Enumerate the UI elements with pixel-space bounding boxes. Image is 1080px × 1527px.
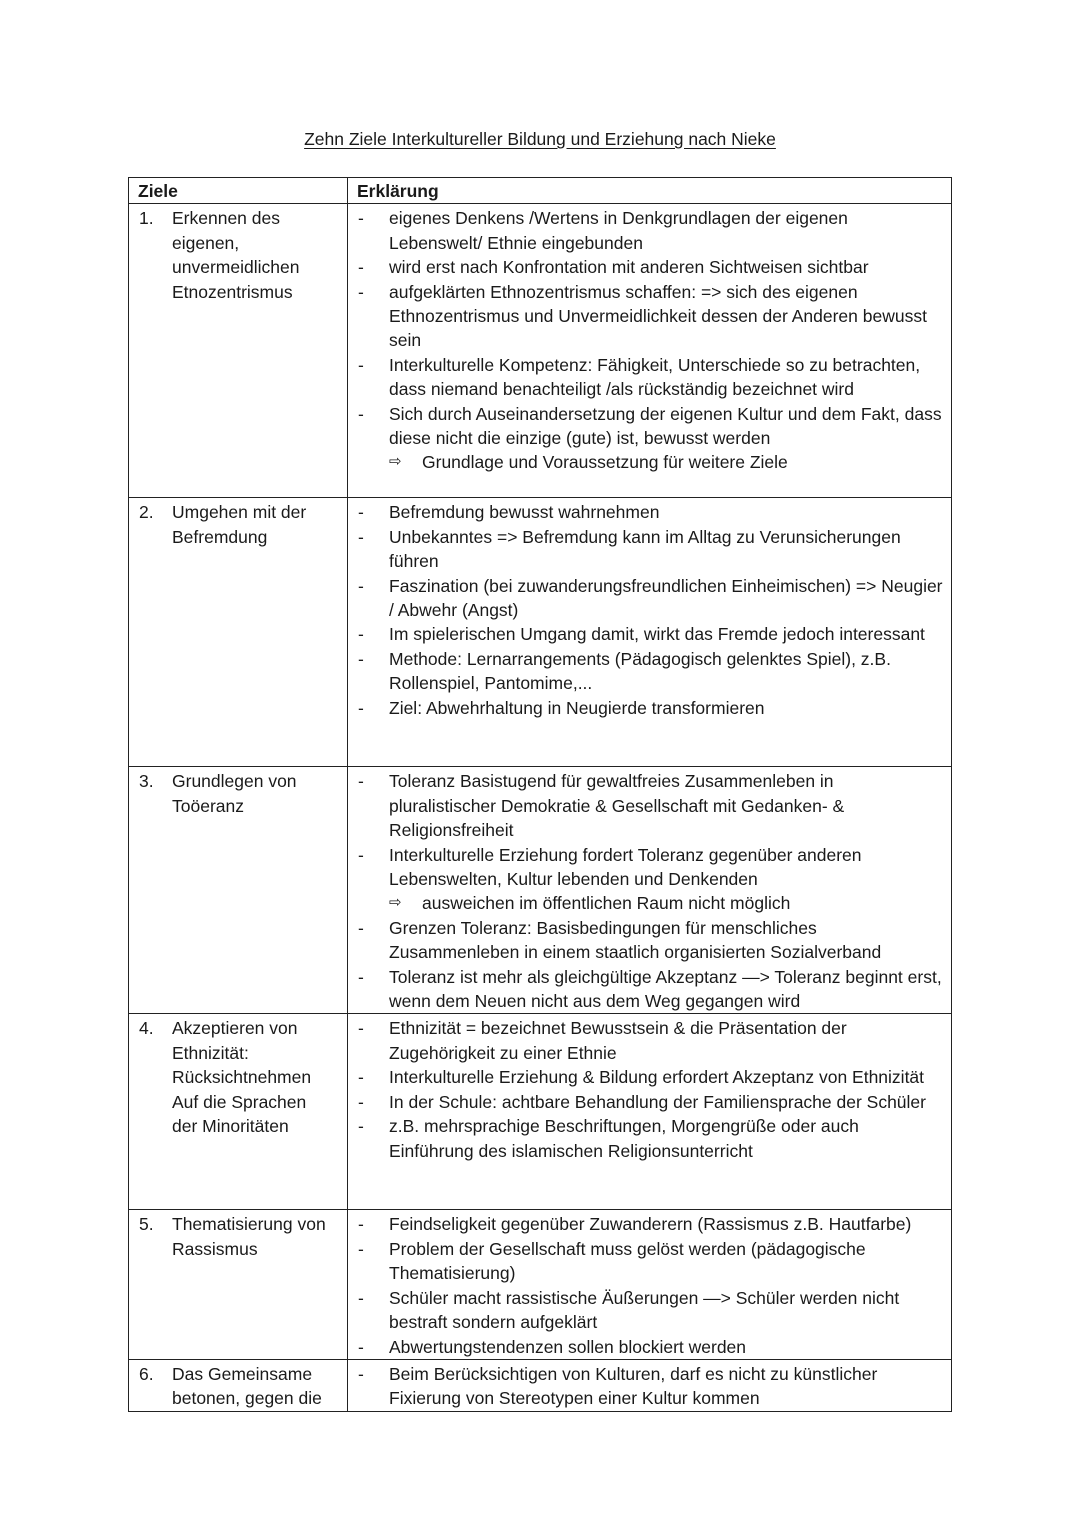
goal-cell: [129, 1014, 348, 1210]
goal-number: 2.: [139, 502, 154, 523]
explanation-cell: [348, 1359, 952, 1411]
goals-table: [128, 177, 952, 1412]
explanation-list: [348, 500, 951, 720]
explanation-list: [348, 769, 951, 1013]
list-item: [348, 1212, 951, 1236]
goal-number: 3.: [139, 771, 154, 792]
list-item: [348, 1362, 951, 1411]
goal-number: 1.: [139, 208, 154, 229]
bullet-dash-icon: -: [358, 502, 364, 523]
list-item: [348, 1335, 951, 1359]
explanation-cell: [348, 204, 952, 498]
bullet-dash-icon: -: [358, 1067, 364, 1088]
list-item: [348, 574, 951, 623]
list-item-text: Ziel: Abwehrhaltung in Neugierde transformieren: [389, 697, 765, 718]
table-row: [129, 1014, 952, 1210]
goal-number: 6.: [139, 1363, 154, 1384]
list-item: [348, 353, 951, 402]
bullet-dash-icon: -: [358, 1116, 364, 1137]
list-item-text: Grenzen Toleranz: Basisbedingungen für menschliches Zusammenleben in einem staatlich organisierten Sozialverband: [389, 917, 882, 963]
goal-cell: [129, 204, 348, 498]
list-item: [348, 1090, 951, 1114]
bullet-dash-icon: -: [358, 1336, 364, 1357]
list-item: [348, 696, 951, 720]
goal-number: 4.: [139, 1018, 154, 1039]
bullet-dash-icon: -: [358, 208, 364, 229]
page-title: Zehn Ziele Interkultureller Bildung und Erziehung nach Nieke: [304, 129, 776, 149]
goal-number: 5.: [139, 1214, 154, 1235]
arrow-icon: ⇨: [389, 894, 402, 912]
table-row: [129, 204, 952, 498]
list-item-text: ausweichen im öffentlichen Raum nicht möglich: [422, 893, 791, 914]
list-item: [348, 500, 951, 524]
goal-label: Das Gemeinsame betonen, gegen die: [172, 1363, 322, 1409]
list-item: [348, 1114, 951, 1163]
goal-label: Grundlegen von Toöeranz: [172, 771, 297, 816]
bullet-dash-icon: -: [358, 771, 364, 792]
list-item-text: Toleranz ist mehr als gleichgültige Akzeptanz —> Toleranz beginnt erst, wenn dem Neuen nicht aus dem Weg gegangen wird: [389, 966, 942, 1012]
list-item-text: Beim Berücksichtigen von Kulturen, darf es nicht zu künstlicher Fixierung von Stereotypen einer Kultur kommen: [389, 1363, 878, 1409]
list-item-text: Ethnizität = bezeichnet Bewusstsein & die Präsentation der Zugehörigkeit zu einer Ethnie: [389, 1018, 847, 1063]
bullet-dash-icon: -: [358, 844, 364, 865]
bullet-dash-icon: -: [358, 1214, 364, 1235]
list-item-text: Schüler macht rassistische Äußerungen —> Schüler werden nicht bestraft sondern aufgeklärt: [389, 1287, 900, 1333]
table-header-row: [129, 178, 952, 204]
list-item: [348, 769, 951, 842]
bullet-dash-icon: -: [358, 403, 364, 424]
list-item-text: Interkulturelle Erziehung fordert Toleranz gegenüber anderen Lebenswelten, Kultur lebenden und Denkenden: [389, 844, 862, 890]
explanation-list: [348, 1212, 951, 1358]
list-item: [348, 622, 951, 646]
goal-label: Thematisierung von Rassismus: [172, 1214, 326, 1259]
bullet-dash-icon: -: [358, 354, 364, 375]
list-item-text: z.B. mehrsprachige Beschriftungen, Morgengrüße oder auch Einführung des islamischen Religionsunterricht: [389, 1116, 859, 1161]
column-header-erklaerung: Erklärung: [348, 178, 952, 204]
list-item-text: Feindseligkeit gegenüber Zuwanderern (Rassismus z.B. Hautfarbe): [389, 1214, 912, 1235]
list-item-text: eigenes Denkens /Wertens in Denkgrundlagen der eigenen Lebenswelt/ Ethnie eingebunden: [389, 208, 848, 253]
explanation-list: [348, 206, 951, 474]
column-header-ziele: Ziele: [129, 178, 348, 204]
bullet-dash-icon: -: [358, 648, 364, 669]
explanation-cell: [348, 498, 952, 767]
list-item-text: Faszination (bei zuwanderungsfreundlichen Einheimischen) => Neugier / Abwehr (Angst): [389, 575, 943, 621]
list-item: [348, 1286, 951, 1335]
bullet-dash-icon: -: [358, 917, 364, 938]
explanation-cell: [348, 767, 952, 1014]
goal-cell: [129, 767, 348, 1014]
bullet-dash-icon: -: [358, 624, 364, 645]
goal-cell: [129, 1359, 348, 1411]
list-item-text: Abwertungstendenzen sollen blockiert werden: [389, 1336, 747, 1357]
list-item-text: Befremdung bewusst wahrnehmen: [389, 502, 660, 523]
list-item-text: Interkulturelle Erziehung & Bildung erfordert Akzeptanz von Ethnizität: [389, 1067, 925, 1088]
list-item-text: Im spielerischen Umgang damit, wirkt das Fremde jedoch interessant: [389, 624, 925, 645]
table-row: [129, 1210, 952, 1359]
explanation-list: [348, 1362, 951, 1411]
goal-label: Umgehen mit der Befremdung: [172, 502, 307, 547]
bullet-dash-icon: -: [358, 257, 364, 278]
bullet-dash-icon: -: [358, 1238, 364, 1259]
table-row: [129, 767, 952, 1014]
bullet-dash-icon: -: [358, 526, 364, 547]
list-item: [348, 1016, 951, 1065]
list-item-text: Methode: Lernarrangements (Pädagogisch gelenktes Spiel), z.B. Rollenspiel, Pantomime,...: [389, 648, 891, 694]
list-item: [348, 450, 951, 474]
list-item-text: Interkulturelle Kompetenz: Fähigkeit, Unterschiede so zu betrachten, dass niemand benachteiligt /als rückständig bezeichnet wird: [389, 354, 921, 400]
bullet-dash-icon: -: [358, 1363, 364, 1384]
list-item-text: aufgeklärten Ethnozentrismus schaffen: => sich des eigenen Ethnozentrismus und Unvermeidlichkeit dessen der Anderen bewusst sein: [389, 281, 927, 351]
bullet-dash-icon: -: [358, 1091, 364, 1112]
list-item: [348, 1065, 951, 1089]
explanation-list: [348, 1016, 951, 1162]
list-item: [348, 1237, 951, 1286]
explanation-cell: [348, 1210, 952, 1359]
list-item-text: wird erst nach Konfrontation mit anderen Sichtweisen sichtbar: [389, 257, 869, 278]
list-item: [348, 843, 951, 892]
list-item: [348, 280, 951, 353]
list-item-text: Grundlage und Voraussetzung für weitere Ziele: [422, 452, 788, 473]
list-item: [348, 891, 951, 915]
list-item: [348, 647, 951, 696]
table-row: [129, 1359, 952, 1411]
arrow-icon: ⇨: [389, 453, 402, 471]
explanation-cell: [348, 1014, 952, 1210]
goal-cell: [129, 1210, 348, 1359]
list-item-text: Unbekanntes => Befremdung kann im Alltag zu Verunsicherungen führen: [389, 526, 901, 572]
list-item: [348, 255, 951, 279]
table-row: [129, 498, 952, 767]
list-item-text: Problem der Gesellschaft muss gelöst werden (pädagogische Thematisierung): [389, 1238, 866, 1284]
bullet-dash-icon: -: [358, 697, 364, 718]
list-item-text: In der Schule: achtbare Behandlung der Familiensprache der Schüler: [389, 1091, 926, 1112]
goal-cell: [129, 498, 348, 767]
goal-label: Erkennen des eigenen, unvermeidlichen Etnozentrismus: [172, 208, 300, 302]
list-item-text: Toleranz Basistugend für gewaltfreies Zusammenleben in pluralistischer Demokratie & Gesellschaft mit Gedanken- & Religionsfreiheit: [389, 771, 845, 841]
goals-table-body: [129, 204, 952, 1411]
list-item: [348, 965, 951, 1014]
bullet-dash-icon: -: [358, 1287, 364, 1308]
list-item: [348, 525, 951, 574]
goal-label: Akzeptieren von Ethnizität: Rücksichtnehmen Auf die Sprachen der Minoritäten: [172, 1018, 312, 1137]
list-item: [348, 206, 951, 255]
bullet-dash-icon: -: [358, 1018, 364, 1039]
list-item-text: Sich durch Auseinandersetzung der eigenen Kultur und dem Fakt, dass diese nicht die einzige (gute) ist, bewusst werden: [389, 403, 942, 449]
list-item: [348, 402, 951, 451]
bullet-dash-icon: -: [358, 966, 364, 987]
bullet-dash-icon: -: [358, 281, 364, 302]
bullet-dash-icon: -: [358, 575, 364, 596]
list-item: [348, 916, 951, 965]
